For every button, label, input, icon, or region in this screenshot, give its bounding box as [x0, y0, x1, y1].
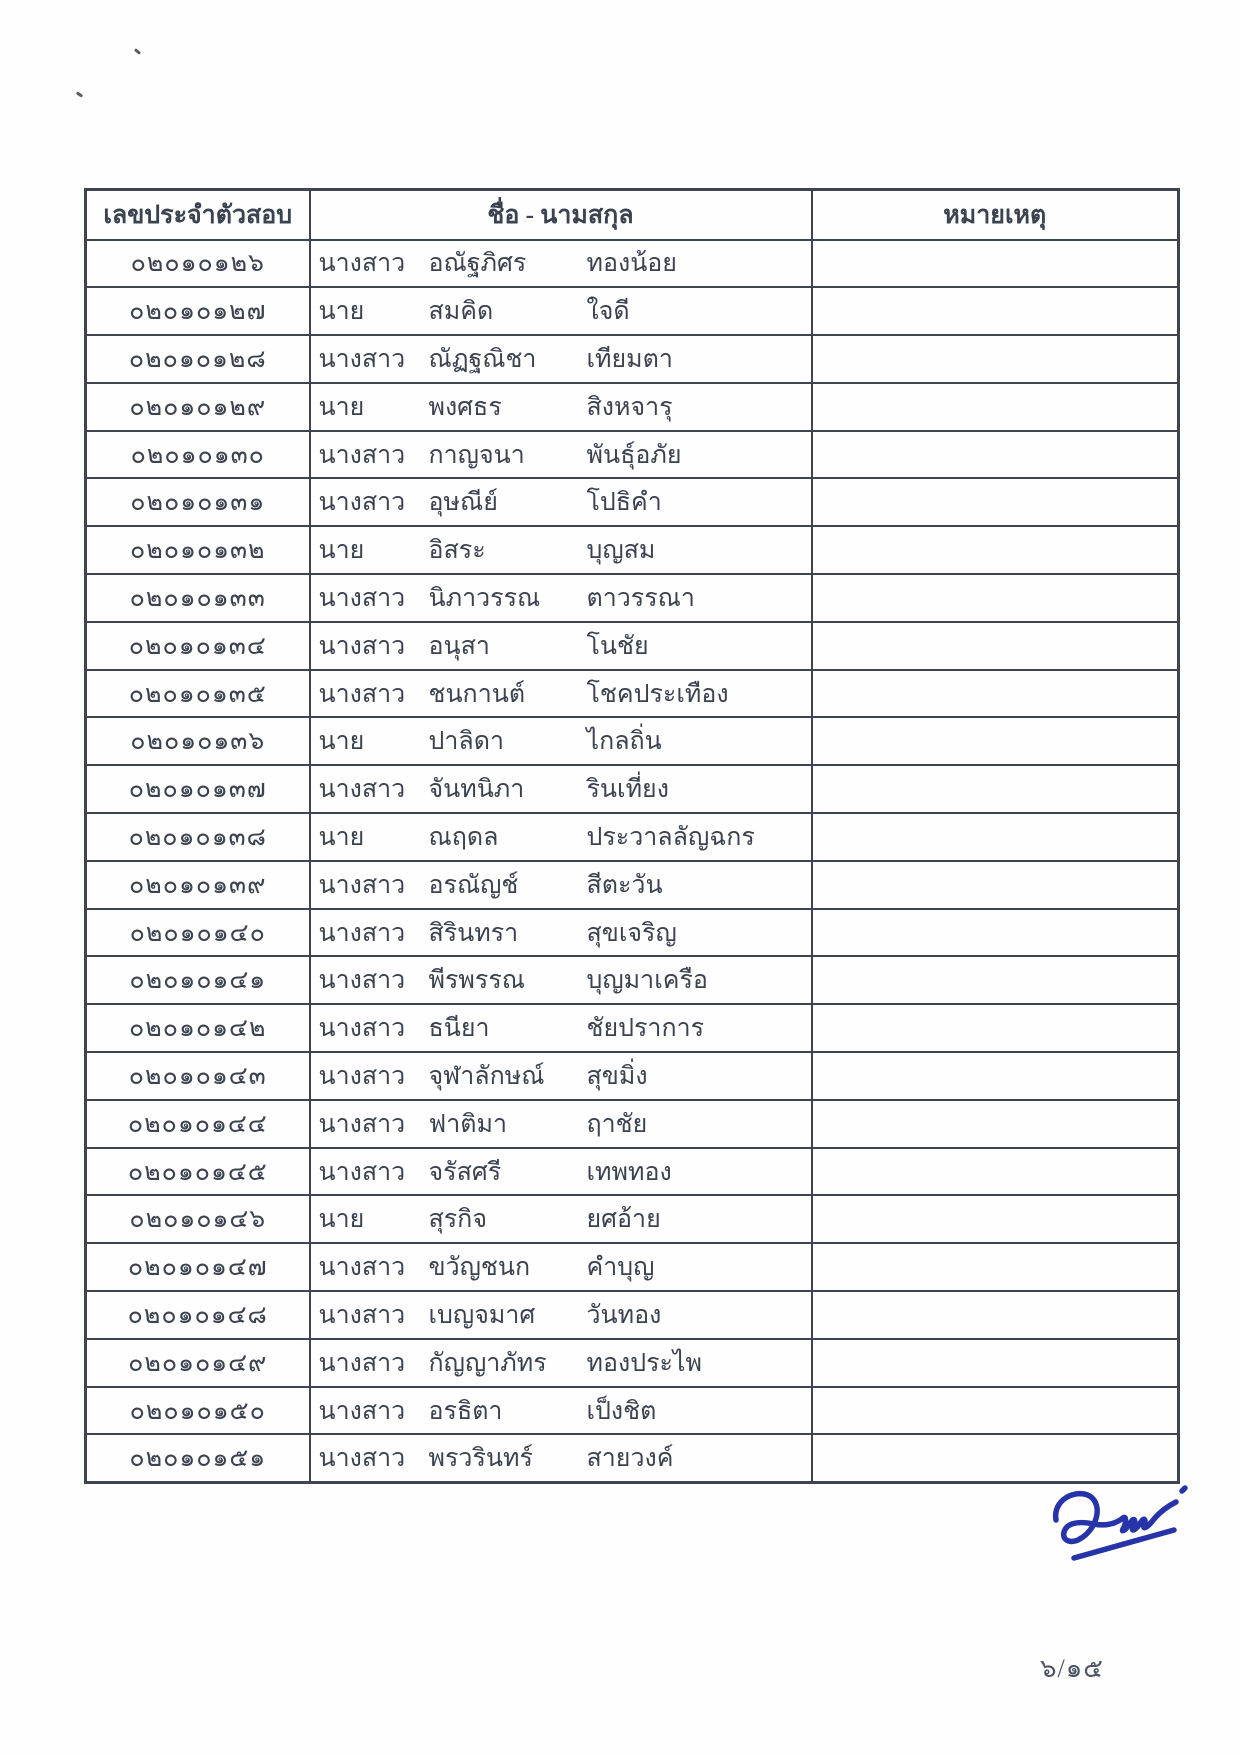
- exam-id-cell: ๐๒๐๑๐๑๒๙: [86, 383, 310, 431]
- last-name-text: สายวงค์: [586, 1445, 674, 1473]
- title-text: นางสาว: [318, 680, 406, 708]
- last-name-text: สีตะวัน: [586, 871, 663, 899]
- first-name-text: จรัสศรี: [428, 1158, 502, 1186]
- last-name-text: วันทอง: [586, 1301, 662, 1329]
- name-cell: [310, 622, 812, 670]
- remark-cell: [812, 1195, 1179, 1243]
- last-name-text: ประวาลลัญฉกร: [586, 823, 755, 851]
- table-row: [86, 956, 1179, 1004]
- title-text: นางสาว: [318, 489, 406, 517]
- first-name-text: กาญจนา: [428, 441, 525, 469]
- table-row: [86, 240, 1179, 288]
- first-name-text: อณัฐภิศร: [428, 250, 527, 278]
- title-text: นาย: [318, 298, 365, 326]
- first-name-text: อิสระ: [428, 537, 486, 565]
- handwritten-signature: [1032, 1478, 1202, 1583]
- name-cell: [310, 717, 812, 765]
- last-name-text: เทพทอง: [586, 1158, 672, 1186]
- last-name-text: สุขมิ่ง: [586, 1062, 648, 1090]
- remark-cell: [812, 765, 1179, 813]
- title-text: นางสาว: [318, 1301, 406, 1329]
- title-text: นางสาว: [318, 919, 406, 947]
- remark-cell: [812, 622, 1179, 670]
- title-text: นางสาว: [318, 1110, 406, 1138]
- exam-id-cell: ๐๒๐๑๐๑๓๑: [86, 478, 310, 526]
- remark-cell: [812, 526, 1179, 574]
- last-name-text: ยศอ้าย: [586, 1206, 661, 1234]
- title-text: นาย: [318, 728, 365, 756]
- name-cell: [310, 956, 812, 1004]
- last-name-text: ชัยปราการ: [586, 1015, 705, 1043]
- title-text: นางสาว: [318, 776, 406, 804]
- exam-id-cell: ๐๒๐๑๐๑๔๗: [86, 1243, 310, 1291]
- table-row: [86, 1195, 1179, 1243]
- table-row: [86, 717, 1179, 765]
- table-row: [86, 909, 1179, 957]
- last-name-text: โปธิคำ: [586, 489, 662, 517]
- exam-candidate-table: [84, 188, 1180, 1484]
- remark-cell: [812, 670, 1179, 718]
- remark-cell: [812, 240, 1179, 288]
- first-name-text: ธนียา: [428, 1015, 490, 1043]
- table-row: [86, 1100, 1179, 1148]
- first-name-text: พรวรินทร์: [428, 1445, 533, 1473]
- table-row: [86, 861, 1179, 909]
- name-cell: [310, 670, 812, 718]
- table-row: [86, 1434, 1179, 1482]
- last-name-text: บุญมาเครือ: [586, 967, 708, 995]
- exam-id-cell: ๐๒๐๑๐๑๓๗: [86, 765, 310, 813]
- exam-id-cell: ๐๒๐๑๐๑๓๘: [86, 813, 310, 861]
- last-name-text: ฤาชัย: [586, 1110, 648, 1138]
- last-name-text: พันธุ์อภัย: [586, 441, 682, 469]
- first-name-text: นิภาวรรณ: [428, 584, 541, 612]
- name-cell: [310, 1339, 812, 1387]
- first-name-text: สมคิด: [428, 298, 494, 326]
- table-row: [86, 287, 1179, 335]
- table-row: [86, 1291, 1179, 1339]
- first-name-text: อนุสา: [428, 632, 490, 660]
- table-row: [86, 1148, 1179, 1196]
- header-name: ชื่อ - นามสกุล: [310, 190, 812, 240]
- table-row: [86, 622, 1179, 670]
- table-row: [86, 383, 1179, 431]
- exam-id-cell: ๐๒๐๑๐๑๕๐: [86, 1387, 310, 1435]
- table-row: [86, 335, 1179, 383]
- name-cell: [310, 909, 812, 957]
- table-row: [86, 526, 1179, 574]
- exam-id-cell: ๐๒๐๑๐๑๓๙: [86, 861, 310, 909]
- last-name-text: เป็งชิต: [586, 1397, 657, 1425]
- remark-cell: [812, 1004, 1179, 1052]
- remark-cell: [812, 1339, 1179, 1387]
- remark-cell: [812, 1052, 1179, 1100]
- header-remark: หมายเหตุ: [812, 190, 1179, 240]
- first-name-text: สุรกิจ: [428, 1206, 487, 1234]
- name-cell: [310, 1052, 812, 1100]
- exam-id-cell: ๐๒๐๑๐๑๔๕: [86, 1148, 310, 1196]
- name-cell: [310, 1148, 812, 1196]
- remark-cell: [812, 431, 1179, 479]
- name-cell: [310, 287, 812, 335]
- remark-cell: [812, 287, 1179, 335]
- first-name-text: อรธิตา: [428, 1397, 503, 1425]
- name-cell: [310, 574, 812, 622]
- title-text: นางสาว: [318, 584, 406, 612]
- title-text: นาย: [318, 393, 365, 421]
- name-cell: [310, 813, 812, 861]
- scan-artifact-mark: [76, 91, 83, 97]
- name-cell: [310, 1195, 812, 1243]
- exam-id-cell: ๐๒๐๑๐๑๔๓: [86, 1052, 310, 1100]
- title-text: นางสาว: [318, 1445, 406, 1473]
- exam-id-cell: ๐๒๐๑๐๑๒๖: [86, 240, 310, 288]
- title-text: นางสาว: [318, 1062, 406, 1090]
- remark-cell: [812, 1243, 1179, 1291]
- name-cell: [310, 240, 812, 288]
- exam-id-cell: ๐๒๐๑๐๑๔๒: [86, 1004, 310, 1052]
- title-text: นางสาว: [318, 632, 406, 660]
- table-row: [86, 670, 1179, 718]
- first-name-text: ขวัญชนก: [428, 1254, 531, 1282]
- title-text: นางสาว: [318, 441, 406, 469]
- first-name-text: กัญญาภัทร: [428, 1349, 547, 1377]
- first-name-text: อุษณีย์: [428, 489, 498, 517]
- exam-id-cell: ๐๒๐๑๐๑๓๖: [86, 717, 310, 765]
- first-name-text: ณฤดล: [428, 823, 499, 851]
- exam-id-cell: ๐๒๐๑๐๑๓๒: [86, 526, 310, 574]
- first-name-text: ชนกานต์: [428, 680, 526, 708]
- title-text: นาย: [318, 537, 365, 565]
- remark-cell: [812, 1387, 1179, 1435]
- exam-id-cell: ๐๒๐๑๐๑๓๔: [86, 622, 310, 670]
- exam-id-cell: ๐๒๐๑๐๑๕๑: [86, 1434, 310, 1482]
- exam-id-cell: ๐๒๐๑๐๑๔๐: [86, 909, 310, 957]
- table-header-row: [86, 190, 1179, 240]
- name-cell: [310, 526, 812, 574]
- remark-cell: [812, 1434, 1179, 1482]
- title-text: นางสาว: [318, 250, 406, 278]
- name-cell: [310, 383, 812, 431]
- title-text: นางสาว: [318, 967, 406, 995]
- title-text: นางสาว: [318, 871, 406, 899]
- name-cell: [310, 1387, 812, 1435]
- exam-id-cell: ๐๒๐๑๐๑๔๖: [86, 1195, 310, 1243]
- table-row: [86, 1243, 1179, 1291]
- exam-id-cell: ๐๒๐๑๐๑๓๐: [86, 431, 310, 479]
- name-cell: [310, 1004, 812, 1052]
- exam-id-cell: ๐๒๐๑๐๑๒๘: [86, 335, 310, 383]
- last-name-text: บุญสม: [586, 537, 656, 565]
- title-text: นาย: [318, 1206, 365, 1234]
- table-row: [86, 1052, 1179, 1100]
- remark-cell: [812, 1100, 1179, 1148]
- title-text: นางสาว: [318, 1254, 406, 1282]
- name-cell: [310, 431, 812, 479]
- title-text: นาย: [318, 823, 365, 851]
- exam-id-cell: ๐๒๐๑๐๑๔๙: [86, 1339, 310, 1387]
- name-cell: [310, 1100, 812, 1148]
- first-name-text: พงศธร: [428, 393, 502, 421]
- table-row: [86, 431, 1179, 479]
- first-name-text: เบญจมาศ: [428, 1301, 536, 1329]
- last-name-text: ไกลถิ่น: [586, 728, 662, 756]
- exam-id-cell: ๐๒๐๑๐๑๔๑: [86, 956, 310, 1004]
- exam-id-cell: ๐๒๐๑๐๑๔๔: [86, 1100, 310, 1148]
- remark-cell: [812, 335, 1179, 383]
- remark-cell: [812, 478, 1179, 526]
- last-name-text: เทียมตา: [586, 345, 673, 373]
- title-text: นางสาว: [318, 1158, 406, 1186]
- first-name-text: จันทนิภา: [428, 776, 525, 804]
- remark-cell: [812, 909, 1179, 957]
- remark-cell: [812, 1291, 1179, 1339]
- exam-id-cell: ๐๒๐๑๐๑๔๘: [86, 1291, 310, 1339]
- last-name-text: ตาวรรณา: [586, 584, 695, 612]
- page-number: ๖/๑๕: [1040, 1654, 1104, 1683]
- table-row: [86, 1339, 1179, 1387]
- title-text: นางสาว: [318, 1397, 406, 1425]
- remark-cell: [812, 717, 1179, 765]
- remark-cell: [812, 574, 1179, 622]
- exam-id-cell: ๐๒๐๑๐๑๒๗: [86, 287, 310, 335]
- table-row: [86, 1004, 1179, 1052]
- last-name-text: ใจดี: [586, 298, 630, 326]
- last-name-text: ทองประไพ: [586, 1349, 702, 1377]
- first-name-text: ปาลิดา: [428, 728, 505, 756]
- remark-cell: [812, 861, 1179, 909]
- header-exam-id: เลขประจำตัวสอบ: [86, 190, 310, 240]
- remark-cell: [812, 956, 1179, 1004]
- title-text: นางสาว: [318, 1015, 406, 1043]
- exam-id-cell: ๐๒๐๑๐๑๓๕: [86, 670, 310, 718]
- remark-cell: [812, 1148, 1179, 1196]
- last-name-text: โนชัย: [586, 632, 649, 660]
- name-cell: [310, 861, 812, 909]
- table-row: [86, 478, 1179, 526]
- title-text: นางสาว: [318, 1349, 406, 1377]
- remark-cell: [812, 813, 1179, 861]
- first-name-text: อรณัญช์: [428, 871, 519, 899]
- name-cell: [310, 1243, 812, 1291]
- first-name-text: สิรินทรา: [428, 919, 519, 947]
- first-name-text: พีรพรรณ: [428, 967, 525, 995]
- first-name-text: ณัฏฐณิชา: [428, 345, 537, 373]
- first-name-text: จุฬาลักษณ์: [428, 1062, 545, 1090]
- last-name-text: สิงหจารุ: [586, 393, 673, 421]
- name-cell: [310, 1434, 812, 1482]
- last-name-text: ทองน้อย: [586, 250, 677, 278]
- last-name-text: รินเที่ยง: [586, 776, 669, 804]
- table-row: [86, 813, 1179, 861]
- name-cell: [310, 765, 812, 813]
- table-row: [86, 1387, 1179, 1435]
- last-name-text: สุขเจริญ: [586, 919, 677, 947]
- table-row: [86, 765, 1179, 813]
- name-cell: [310, 478, 812, 526]
- last-name-text: โชคประเทือง: [586, 680, 729, 708]
- name-cell: [310, 335, 812, 383]
- title-text: นางสาว: [318, 345, 406, 373]
- table-row: [86, 574, 1179, 622]
- remark-cell: [812, 383, 1179, 431]
- last-name-text: คำบุญ: [586, 1254, 655, 1282]
- scan-artifact-mark: [134, 48, 141, 55]
- name-cell: [310, 1291, 812, 1339]
- exam-id-cell: ๐๒๐๑๐๑๓๓: [86, 574, 310, 622]
- first-name-text: ฟาติมา: [428, 1110, 507, 1138]
